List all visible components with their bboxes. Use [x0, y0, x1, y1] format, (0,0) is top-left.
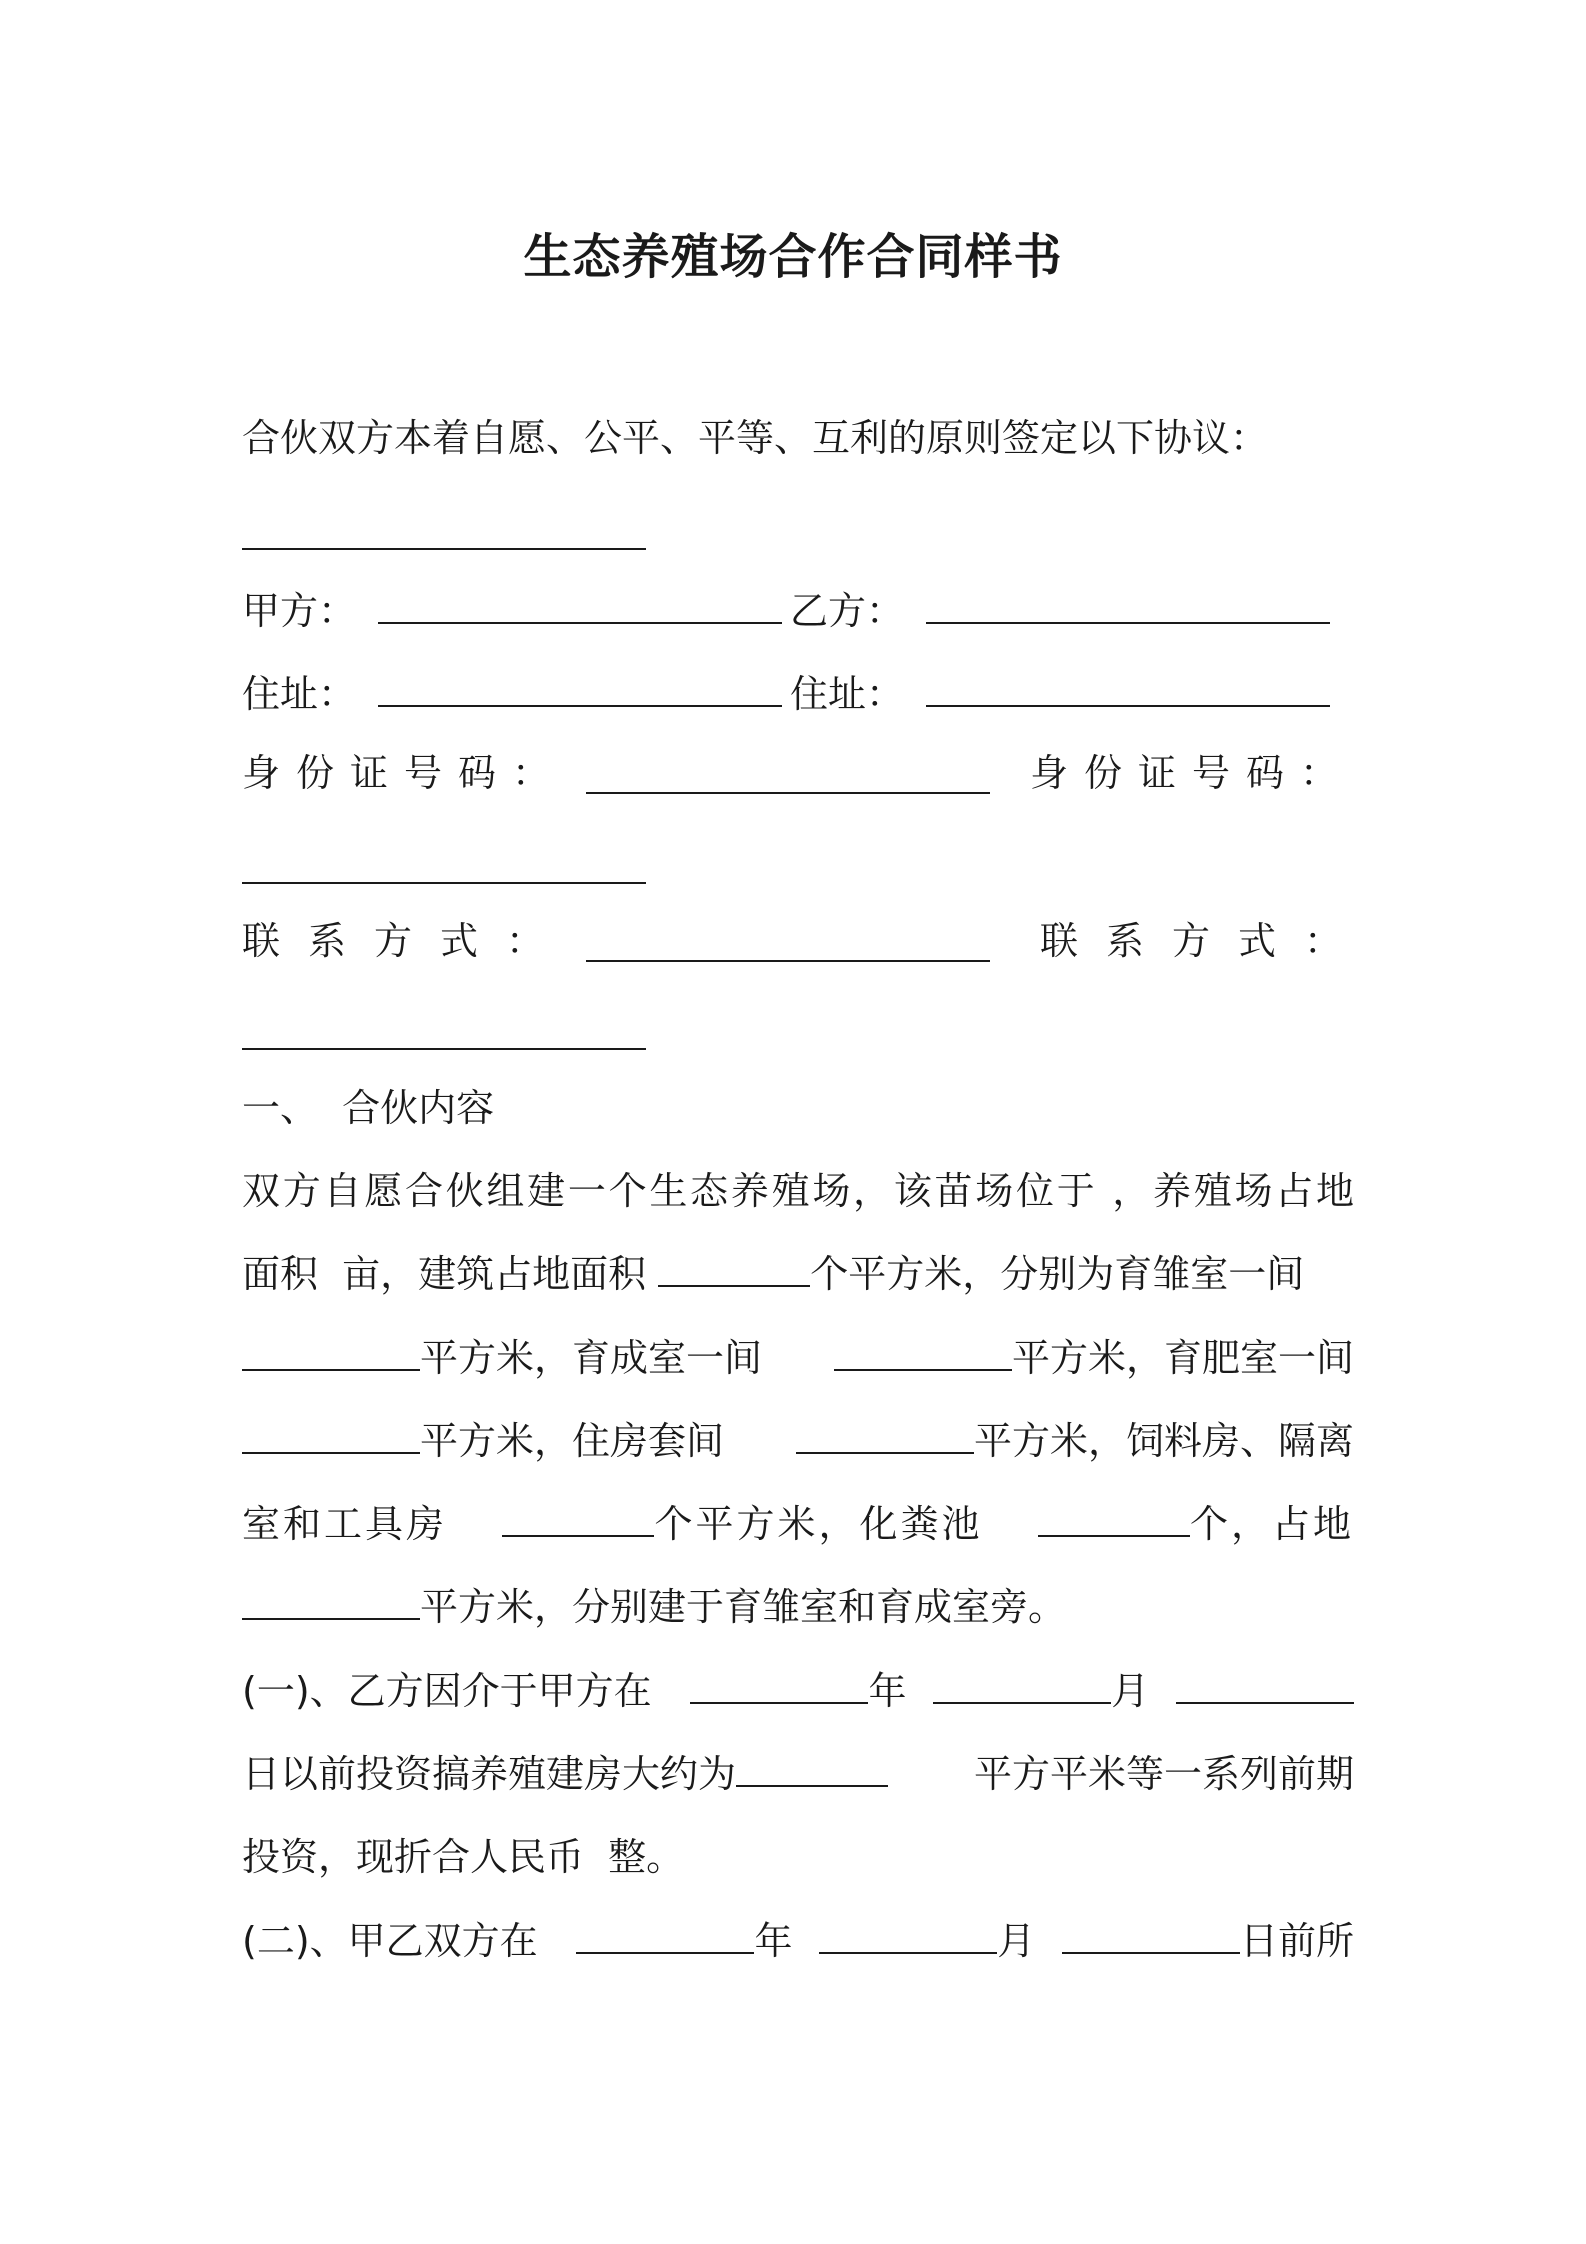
area-blank [242, 1582, 420, 1620]
paragraph-text: 个平方米，化粪池 [654, 1502, 998, 1546]
address-b-row [790, 669, 1330, 719]
area-blank [242, 1333, 420, 1371]
paragraph-line [242, 1582, 1354, 1632]
year-blank [690, 1666, 868, 1704]
section-heading: 一、 合伙内容 [242, 1086, 495, 1130]
paragraph-text: 平方米，住房套间 [420, 1419, 737, 1463]
party-a-row [242, 586, 782, 636]
paragraph-line [242, 1333, 1354, 1383]
paragraph-text: (一)、乙方因介于甲方在 [242, 1669, 664, 1713]
address-a-blank [378, 669, 782, 707]
contact-b-blank [242, 1048, 646, 1050]
clause-1-line [242, 1666, 1354, 1716]
paragraph-text: 日以前投资搞养殖建房大约为 [242, 1752, 737, 1796]
paragraph-text: 日前所 [1239, 1919, 1354, 1963]
id-b-blank [242, 882, 646, 884]
party-a-label: 甲方： [242, 589, 357, 633]
year-label: 年 [754, 1919, 793, 1963]
paragraph-text: 室和工具房 [242, 1502, 463, 1546]
area-blank [834, 1333, 1012, 1371]
paragraph-text: 平方米，育肥室一间 [1011, 1336, 1354, 1380]
paragraph-line [242, 1416, 1354, 1466]
party-b-label: 乙方： [790, 589, 905, 633]
month-blank [819, 1916, 997, 1954]
contact-a-blank [586, 960, 990, 962]
address-b-label: 住址： [790, 672, 905, 716]
contact-b-label: 联系方式： [1040, 919, 1371, 963]
area-blank [502, 1499, 654, 1537]
id-b-label: 身份证号码： [1030, 751, 1355, 795]
party-a-blank [378, 586, 782, 624]
id-a-label: 身份证号码： [242, 751, 567, 795]
area-blank [658, 1249, 810, 1287]
month-blank [933, 1666, 1111, 1704]
month-label: 月 [997, 1919, 1036, 1963]
intro-paragraph: 合伙双方本着自愿、公平、平等、互利的原则签定以下协议： [242, 416, 1269, 460]
paragraph-text: 个，占地 [1189, 1502, 1354, 1546]
address-a-label: 住址： [242, 672, 357, 716]
count-blank [1038, 1499, 1190, 1537]
paragraph-text: 面积 亩，建筑占地面积 [242, 1252, 659, 1296]
paragraph-line: 双方自愿合伙组建一个生态养殖场，该苗场位于 ，养殖场占地 [242, 1169, 1354, 1213]
area-blank [796, 1416, 974, 1454]
paragraph-text: 平方米，育成室一间 [420, 1336, 775, 1380]
party-b-blank [926, 586, 1330, 624]
paragraph-line [242, 1249, 1354, 1299]
area-blank [242, 1416, 420, 1454]
paragraph-line [242, 1499, 1354, 1549]
address-a-row [242, 669, 782, 719]
day-blank [1062, 1916, 1240, 1954]
month-label: 月 [1111, 1669, 1150, 1713]
clause-1-line: 投资，现折合人民币 整。 [242, 1835, 685, 1879]
paragraph-text: 平方平米等一系列前期 [961, 1752, 1354, 1796]
area-blank [736, 1749, 888, 1787]
paragraph-text: 平方米，分别建于育雏室和育成室旁。 [420, 1585, 1067, 1629]
paragraph-text: (二)、甲乙双方在 [242, 1919, 550, 1963]
address-b-blank [926, 669, 1330, 707]
year-label: 年 [868, 1669, 907, 1713]
year-blank [576, 1916, 754, 1954]
clause-1-line [242, 1749, 1354, 1799]
id-a-blank [586, 792, 990, 794]
day-blank [1176, 1666, 1354, 1704]
blank-line [242, 548, 646, 550]
document-title: 生态养殖场合作合同样书 [523, 229, 1063, 285]
paragraph-text: 平方米，饲料房、隔离 [973, 1419, 1354, 1463]
contact-a-label: 联系方式： [242, 919, 573, 963]
paragraph-text: 个平方米，分别为育雏室一间 [810, 1252, 1305, 1296]
clause-2-line [242, 1916, 1354, 1966]
party-b-row [790, 586, 1330, 636]
